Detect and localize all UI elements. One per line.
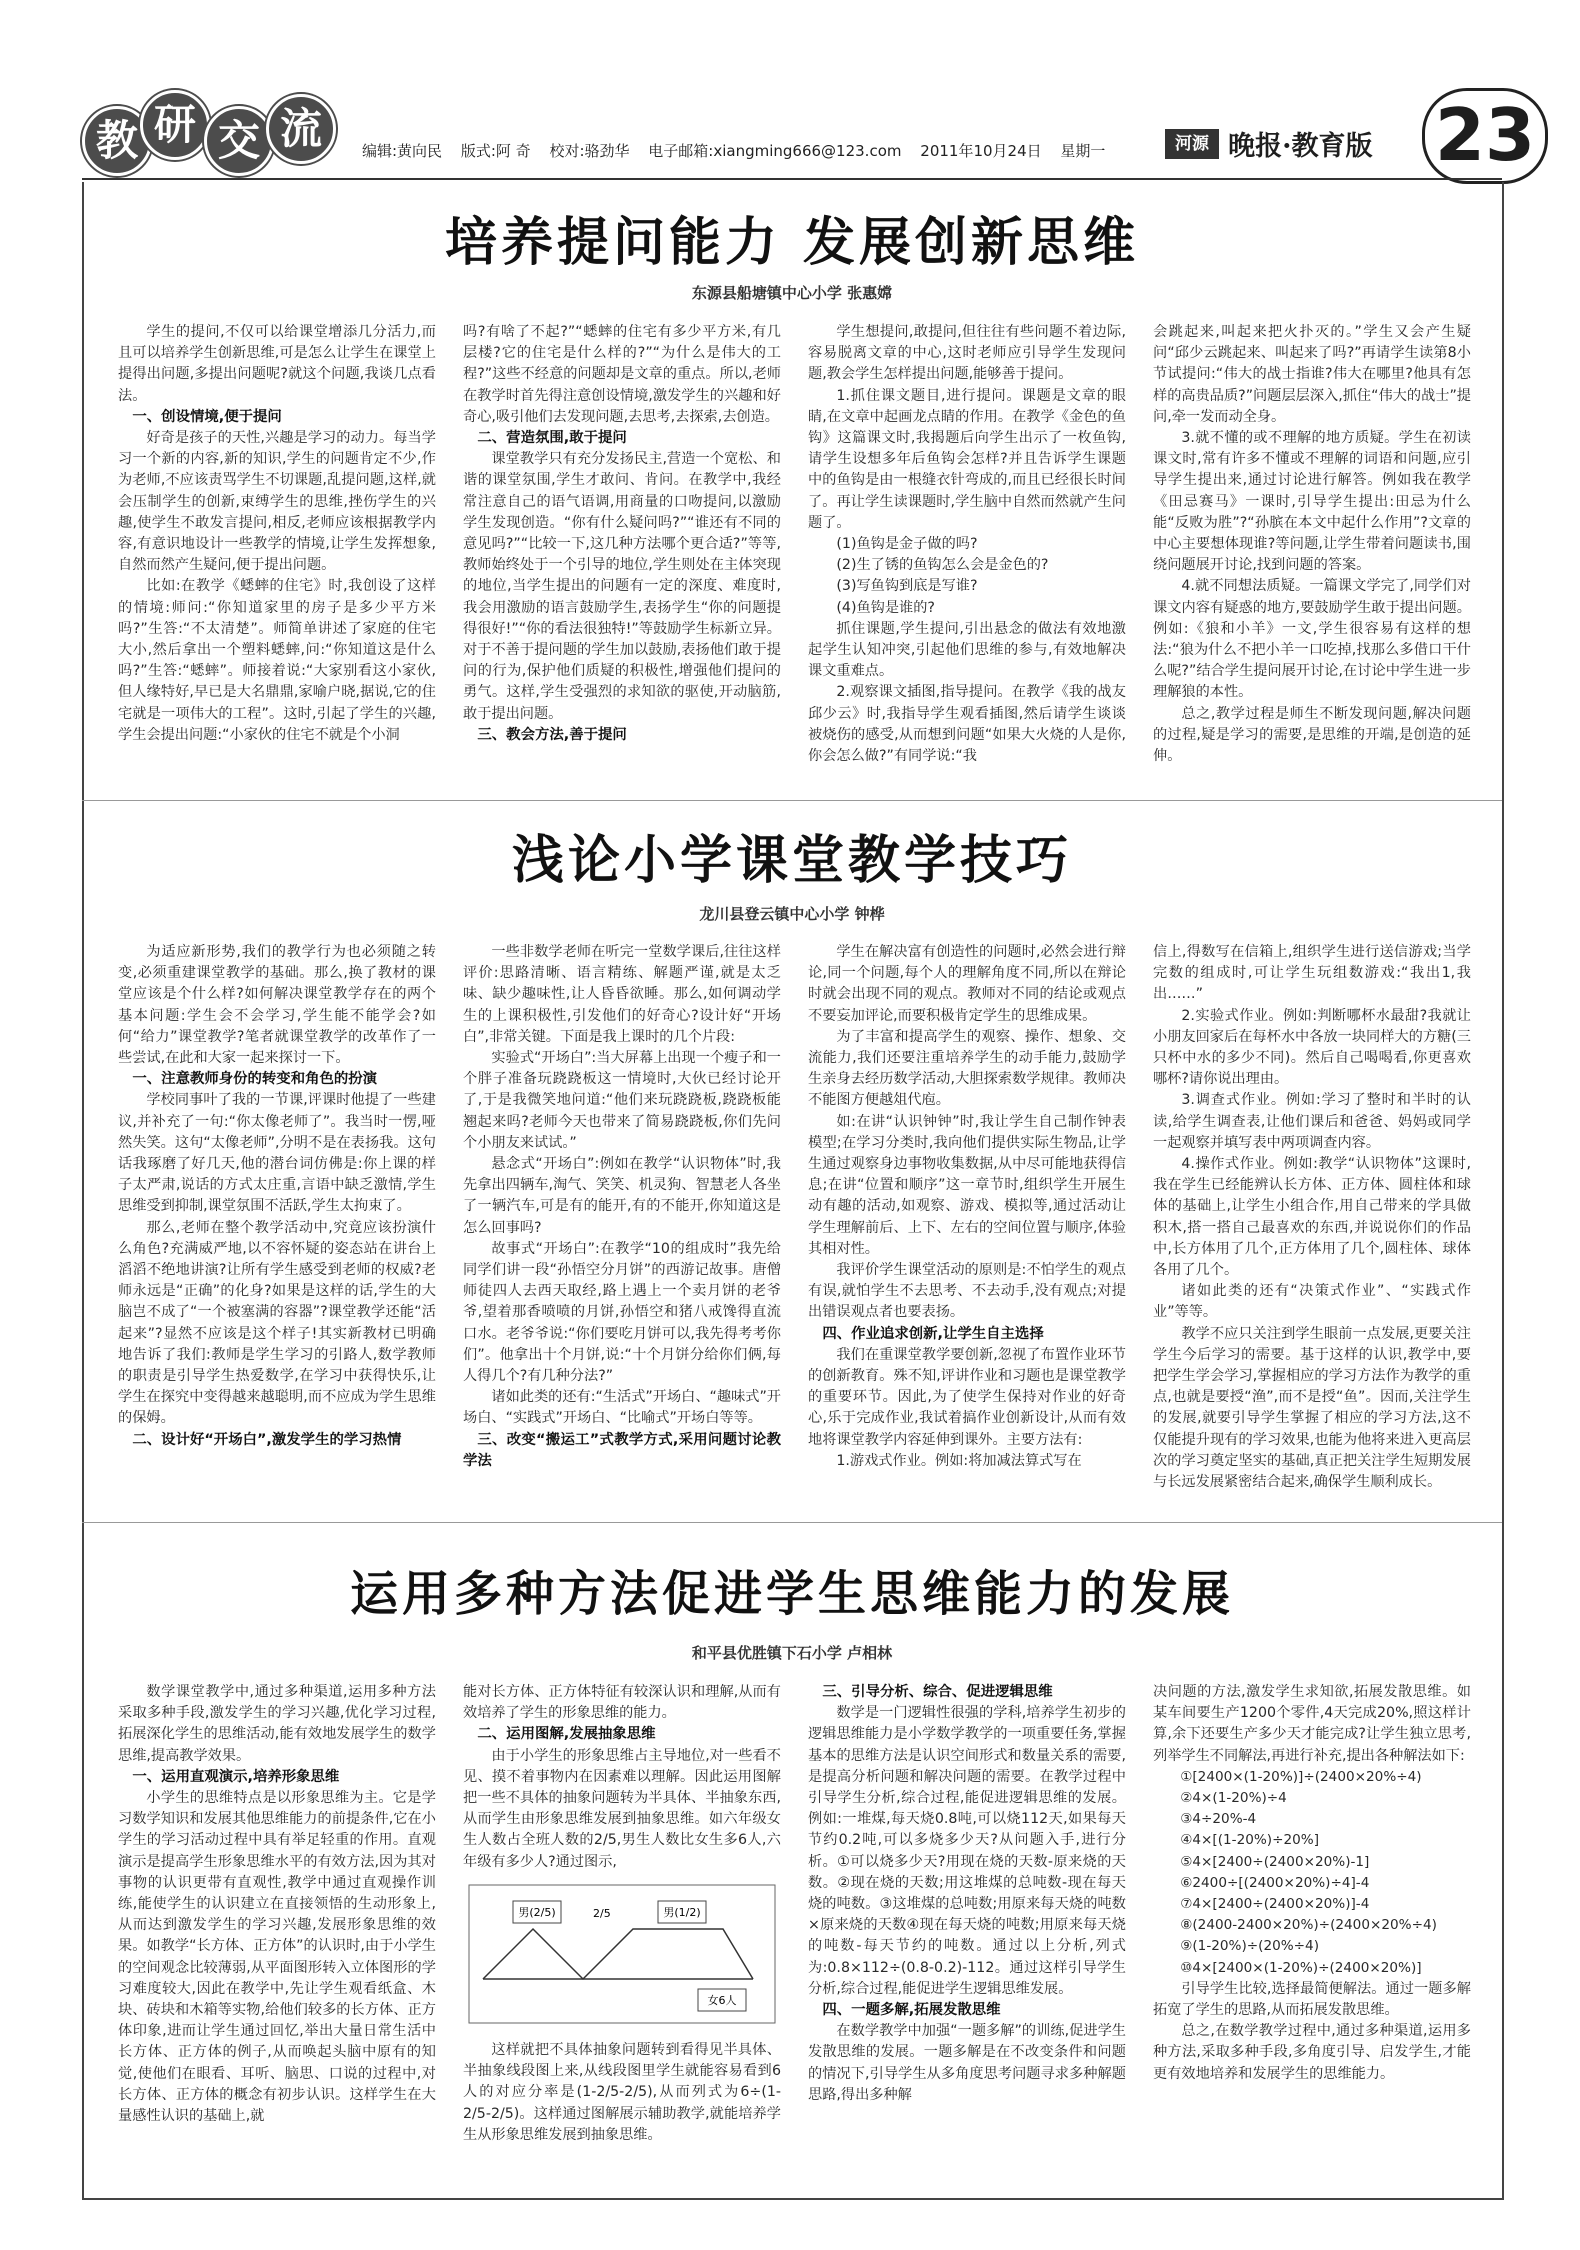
paragraph: 总之,在数学教学过程中,通过多种渠道,运用多种方法,采取多种手段,多角度引导、启发学生,才能更有效地培养和发展学生的思维能力。 (1153, 2023, 1471, 2082)
diagram-box-label: 女6人 (707, 1993, 737, 2007)
article-body (118, 1682, 1471, 2187)
formula-line: ④4×[(1-20%)÷20%] (1180, 1832, 1319, 1849)
formula-line: ⑤4×[2400÷(2400×20%)-1] (1180, 1853, 1370, 1870)
paragraph: 数学课堂教学中,通过多种渠道,运用多种方法采取多种手段,激发学生的学习兴趣,优化学习过程,拓展深化学生的思维活动,能有效地发展学生的数学思维,提高教学效果。 (118, 1684, 436, 1764)
segment-line (483, 1929, 753, 1979)
paragraph: 为适应新形势,我们的教学行为也必须随之转变,必须重建课堂教学的基础。那么,换了教材的课堂应该是个什么样?如何解决课堂教学存在的两个基本问题:学生会不会学习,学生能不能学会?如何“给力”课堂教学?笔者就课堂教学的改革作了一些尝试,在此和大家一起来探讨一下。 (118, 944, 436, 1067)
segment-diagram (463, 1879, 781, 2029)
masthead (82, 98, 392, 174)
paragraph: 悬念式“开场白”:例如在教学“认识物体”时,我先拿出四辆车,淘气、笑笑、机灵狗、智慧老人各坐了一辆汽车,可是有的能开,有的不能开,你知道这是怎么回事吗? (463, 1156, 781, 1236)
masthead-char: 流 (266, 94, 336, 164)
masthead-char: 交 (204, 106, 274, 176)
masthead-char: 研 (140, 90, 210, 160)
text-column (463, 322, 781, 792)
article-title: 培养提问能力 发展创新思维 (444, 212, 1140, 273)
brand (1165, 124, 1373, 164)
article-title: 运用多种方法促进学生思维能力的发展 (349, 1566, 1234, 1622)
paragraph: 实验式“开场白”:当大屏幕上出现一个瘦子和一个胖子准备玩跷跷板这一情境时,大伙已经讨论开了,于是我微笑地问道:“他们来玩跷跷板,跷跷板能翘起来吗?老师今天也带来了简易跷跷板,你们先问个小朋友来试试。” (463, 1050, 781, 1151)
newspaper-logo: 河源 (1165, 129, 1219, 159)
article-byline: 东源县船塘镇中心小学 张惠嫦 (691, 284, 893, 302)
text-column (808, 942, 1126, 1514)
paragraph: 抓住课题,学生提问,引出悬念的做法有效地激起学生认知冲突,引起他们思维的参与,有效地解决课文重难点。 (808, 620, 1126, 680)
section-heading: 一、运用直观演示,培养形象思维 (132, 1768, 340, 1785)
article-title: 浅论小学课堂教学技巧 (511, 830, 1072, 891)
article-body (118, 942, 1471, 1514)
section-heading: 四、一题多解,拓展发散思维 (822, 2002, 1001, 2019)
section-divider (82, 800, 1502, 801)
paragraph: 2.实验式作业。例如:判断哪杯水最甜?我就让小朋友回家后在每杯水中各放一块同样大的方糖(三只杯中水的多少不同)。然后自己喝喝看,你更喜欢哪杯?请你说出理由。 (1153, 1007, 1471, 1088)
editor: 编辑:黄向民 (362, 142, 443, 160)
section-heading: 二、营造氛围,敢于提问 (477, 430, 627, 447)
section-divider (82, 1522, 1502, 1523)
section-heading: 四、作业追求创新,让学生自主选择 (822, 1325, 1044, 1342)
paragraph: 教学不应只关注到学生眼前一点发展,更要关注学生今后学习的需要。基于这样的认识,教学中,要把学生学会学习,掌握相应的学习方法作为教学的重点,也就是要授“渔”,而不是授“鱼”。因而,关注学生的发展,就要引导学生掌握了相应的学习方法,这不仅能提升现有的学习效果,也能为他将来进入更高层次的学习奠定坚实的基础,真正把关注学生短期发展与长远发展紧密结合起来,确保学生顺利成长。 (1153, 1325, 1471, 1491)
paragraph: (4)鱼钩是谁的? (836, 599, 935, 616)
formula-line: ⑥2400÷[(2400×20%)÷4]-4 (1180, 1874, 1370, 1891)
text-column (118, 1682, 436, 2187)
section-heading: 三、教会方法,善于提问 (477, 726, 627, 743)
section-heading: 二、运用图解,发展抽象思维 (477, 1726, 656, 1743)
text-column (463, 1682, 781, 2187)
paragraph: 学生的提问,不仅可以给课堂增添几分活力,而且可以培养学生创新思维,可是怎么让学生在课堂上提得出问题,多提出问题呢?就这个问题,我谈几点看法。 (118, 324, 436, 404)
paragraph: 好奇是孩子的天性,兴趣是学习的动力。每当学习一个新的内容,新的知识,学生的问题肯定不少,作为老师,不应该责骂学生不切课题,乱提问题,这样,就会压制学生的创新,束缚学生的思维,挫伤学生的兴趣,使学生不敢发言提问,相反,老师应该根据教学内容,有意识地设计一些教学的情境,让学生发挥想象,自然而然产生疑问,便于提出问题。 (118, 430, 436, 574)
text-column (118, 322, 436, 792)
article-body (118, 322, 1471, 792)
formula-line: ⑨(1-20%)÷(20%÷4) (1180, 1938, 1319, 1955)
text-column (808, 322, 1126, 792)
section-heading: 二、设计好“开场白”,激发学生的学习热情 (132, 1431, 402, 1448)
section-heading: 三、引导分析、综合、促进逻辑思维 (822, 1684, 1053, 1700)
fraction-label: 2/5 (593, 1906, 611, 1920)
paragraph: 信上,得数写在信箱上,组织学生进行送信游戏;当学完数的组成时,可让学生玩组数游戏:“我出1,我出……” (1153, 944, 1471, 1003)
text-column (1153, 942, 1471, 1514)
paragraph: 为了丰富和提高学生的观察、操作、想象、交流能力,我们还要注重培养学生的动手能力,鼓励学生亲身去经历数学活动,大胆探索数学规律。教师决不能图方便越俎代庖。 (808, 1028, 1126, 1109)
paragraph: 比如:在教学《蟋蟀的住宅》时,我创设了这样的情境:师问:“你知道家里的房子是多少平方米吗?”生答:“不太清楚”。师简单讲述了家庭的住宅大小,然后拿出一个塑料蟋蟀,问:“你知道这是什么吗?”生答:“蟋蟀”。师接着说:“大家别看这小家伙,但人缘特好,早已是大名鼎鼎,家喻户晓,据说,它的住宅就是一项伟大的工程”。这时,引起了学生的兴趣,学生会提出问题:“小家伙的住宅不就是个小洞 (118, 578, 436, 743)
header-info (362, 140, 1119, 161)
paragraph: 一些非数学老师在听完一堂数学课后,往往这样评价:思路清晰、语言精练、解题严谨,就是太乏味、缺少趣味性,让人昏昏欲睡。那么,如何调动学生的上课积极性,引发他们的好奇心?设计好“开场白”,非常关键。下面是我上课时的几个片段: (463, 944, 781, 1045)
paragraph: (1)鱼钩是金子做的吗? (836, 536, 978, 553)
paragraph: 4.操作式作业。例如:教学“认识物体”这课时,我在学生已经能辨认长方体、正方体、圆柱体和球体的基础上,让学生小组合作,用自己带来的学具做积木,搭一搭自己最喜欢的东西,并说说你们的作品中,长方体用了几个,正方体用了几个,圆柱体、球体各用了几个。 (1153, 1156, 1471, 1279)
paragraph: 诸如此类的还有“决策式作业”、“实践式作业”等等。 (1153, 1283, 1471, 1321)
page-header (70, 88, 1536, 184)
text-column (463, 942, 781, 1514)
paragraph: 学校同事叶了我的一节课,评课时他提了一些建议,并补充了一句:“你太像老师了”。我当时一愣,哑然失笑。这句“太像老师”,分明不是在表扬我。这句话我琢磨了好几天,他的潜台词仿佛是:你上课的样子太严肃,说话的方式太庄重,言语中缺乏激情,学生思维受到抑制,课堂氛围不活跃,学生太拘束了。 (118, 1092, 436, 1215)
paragraph: 总之,教学过程是师生不断发现问题,解决问题的过程,疑是学习的需要,是思维的开端,是创造的延伸。 (1153, 705, 1471, 765)
paragraph: 我们在重课堂教学要创新,忽视了布置作业环节的创新教育。殊不知,评讲作业和习题也是课堂教学的重要环节。因此,为了使学生保持对作业的好奇心,乐于完成作业,我试着搞作业创新设计,从而有效地将课堂教学内容延伸到课外。主要方法有: (808, 1346, 1126, 1448)
paragraph: 故事式“开场白”:在教学“10的组成时”我先给同学们讲一段“孙悟空分月饼”的西游记故事。唐僧师徒四人去西天取经,路上遇上一个卖月饼的老爷爷,望着那香喷喷的月饼,孙悟空和猪八戒馋得直流口水。老爷爷说:“你们要吃月饼可以,我先得考考你们”。他拿出十个月饼,说:“十个月饼分给你们俩,每人得几个?有几种分法?” (463, 1240, 781, 1385)
formula-line: ①[2400×(1-20%)]÷(2400×20%÷4) (1180, 1768, 1422, 1785)
paragraph: 这样就把不具体抽象问题转到看得见半具体、半抽象线段图上来,从线段图里学生就能容易看到6人的对应分率是(1-2/5-2/5),从而列式为6÷(1-2/5-2/5)。这样通过图解展示辅助教学,就能培养学生从形象思维发展到抽象思维。 (463, 2042, 781, 2143)
paragraph: (2)生了锈的鱼钩怎么会是金色的? (836, 557, 1049, 574)
paragraph: 我评价学生课堂活动的原则是:不怕学生的观点有误,就怕学生不去思考、不去动手,没有观点;对提出错误观点者也要表扬。 (808, 1262, 1126, 1321)
paragraph: 3.调查式作业。例如:学习了整时和半时的认读,给学生调查表,让他们课后和爸爸、妈妈或同学一起观察并填写表中两项调查内容。 (1153, 1092, 1471, 1151)
formula-line: ③4÷20%-4 (1180, 1811, 1257, 1828)
paragraph: 在数学教学中加强“一题多解”的训练,促进学生发散思维的发展。一题多解是在不改变条件和问题的情况下,引导学生从多角度思考问题寻求多种解题思路,得出多种解 (808, 2023, 1126, 2103)
paragraph: 2.观察课文插图,指导提问。在教学《我的战友邱少云》时,我指导学生观看插图,然后请学生谈谈被烧伤的感受,从而想到问题“如果大火烧的人是你,你会怎么做?”有同学说:“我 (808, 684, 1126, 765)
paragraph: 如:在讲“认识钟钟”时,我让学生自己制作钟表模型;在学习分类时,我向他们提供实际生物品,让学生通过观察身边事物收集数据,从中尽可能地获得信息;在讲“位置和顺序”这一章节时,组织学生开展生动有趣的活动,如观察、游戏、模拟等,通过活动让学生理解前后、上下、左右的空间位置与顺序,体验其相对性。 (808, 1113, 1126, 1257)
text-column (118, 942, 436, 1514)
paragraph: (3)写鱼钩到底是写谁? (836, 578, 978, 595)
paragraph: 那么,老师在整个教学活动中,究竟应该扮演什么角色?充满威严地,以不容怀疑的姿态站在讲台上滔滔不绝地讲演?让所有学生感受到老师的权威?老师永远是“正确”的化身?如果是这样的话,学生的大脑岂不成了“一个被塞满的容器”?课堂教学还能“活起来”?显然不应该是这个样子!其实新教材已明确地告诉了我们:教师是学生学习的引路人,数学教师的职责是引导学生热爱数学,在学习中获得快乐,让学生在探究中变得越来越聪明,而不应成为学生思维的保姆。 (118, 1219, 436, 1427)
paragraph: 会跳起来,叫起来把火扑灭的。”学生又会产生疑问“邱少云跳起来、叫起来了吗?”再请学生读第8小节试提问:“伟大的战士指谁?伟大在哪里?他具有怎样的高贵品质?”问题层层深入,抓住“伟大的战士”提问,牵一发而动全身。 (1153, 324, 1471, 425)
section-heading: 三、改变“搬运工”式教学方式,采用问题讨论教学法 (463, 1431, 781, 1469)
paragraph: 引导学生比较,选择最简便解法。通过一题多解拓宽了学生的思路,从而拓展发散思维。 (1153, 1980, 1471, 2019)
article-byline: 和平县优胜镇下石小学 卢相林 (691, 1644, 893, 1662)
formula-line: ⑩4×[2400×(1-20%)÷(2400×20%)] (1180, 1959, 1422, 1976)
paragraph: 3.就不懂的或不理解的地方质疑。学生在初读课文时,常有许多不懂或不理解的词语和问题,应引导学生提出来,通过讨论进行解答。例如我在教学《田忌赛马》一课时,引导学生提出:田忌为什么能“反败为胜”?“孙膑在本文中起什么作用”?文章的中心主要想体现谁?等问题,让学生带着问题读书,围绕问题展开讨论,找到问题的答案。 (1153, 430, 1471, 574)
text-column (808, 1682, 1126, 2187)
date: 2011年10月24日 (920, 142, 1042, 160)
masthead-char: 教 (82, 106, 152, 176)
paragraph: 由于小学生的形象思维占主导地位,对一些看不见、摸不着事物内在因素难以理解。因此运用图解把一些不具体的抽象问题转为半具体、半抽象东西,从而学生由形象思维发展到抽象思维。如六年级女生人数占全班人数的2/5,男生人数比女生多6人,六年级有多少人?通过图示, (463, 1747, 781, 1870)
paragraph: 学生想提问,敢提问,但往往有些问题不着边际,容易脱离文章的中心,这时老师应引导学生发现问题,教会学生怎样提出问题,能够善于提问。 (808, 324, 1126, 383)
paragraph: 4.就不同想法质疑。一篇课文学完了,同学们对课文内容有疑惑的地方,要鼓励学生敢于提出问题。例如:《狼和小羊》一文,学生很容易有这样的想法:“狼为什么不把小羊一口吃掉,找那么多借口干什么呢?”结合学生提问展开讨论,在讨论中学生进一步理解狼的本性。 (1153, 578, 1471, 701)
paragraph: 学生在解决富有创造性的问题时,必然会进行辩论,同一个问题,每个人的理解角度不同,所以在辩论时就会出现不同的观点。教师对不同的结论或观点不要妄加评论,而要积极肯定学生的思维成果。 (808, 944, 1126, 1024)
page-number: 23 (1422, 88, 1548, 184)
formula-line: ⑦4×[2400÷(2400×20%)]-4 (1180, 1896, 1370, 1913)
diagram-box-label: 男(1/2) (663, 1905, 701, 1919)
proofreader: 校对:骆劲华 (549, 142, 630, 160)
layout-editor: 版式:阿 奇 (460, 142, 531, 160)
weekday: 星期一 (1060, 142, 1106, 160)
diagram-box-label: 男(2/5) (518, 1905, 556, 1919)
formula-line: ②4×(1-20%)÷4 (1180, 1790, 1287, 1807)
paragraph: 小学生的思维特点是以形象思维为主。它是学习数学知识和发展其他思维能力的前提条件,它在小学生的学习活动过程中具有举足轻重的作用。直观演示是提高学生形象思维水平的有效方法,因为其对事物的认识更带有直观性,教学中通过直观操作训练,能使学生的认识建立在直接领悟的生动形象上,从而达到激发学生的学习兴趣,发展形象思维的效果。如教学“长方体、正方体”的认识时,由于小学生的空间观念比较薄弱,从平面图形转入立体图形的学习难度较大,因此在教学中,先让学生观看纸盒、木块、砖块和木箱等实物,给他们较多的长方体、正方体印象,进而让学生通过回忆,举出大量日常生活中长方体、正方体的例子,从而唤起头脑中原有的知觉,使他们在眼看、耳听、脑思、口说的过程中,对长方体、正方体的概念有初步认识。这样学生在大量感性认识的基础上,就 (118, 1790, 436, 2125)
paragraph: 1.游戏式作业。例如:将加减法算式写在 (836, 1452, 1082, 1469)
text-column (1153, 1682, 1471, 2187)
paragraph: 吗?有啥了不起?”“蟋蟀的住宅有多少平方米,有几层楼?它的住宅是什么样的?”“为什么是伟大的工程?”这些不经意的问题却是文章的重点。所以,老师在教学时首先得注意创设情境,激发学生的兴趣和好奇心,吸引他们去发现问题,去思考,去探索,去创造。 (463, 324, 781, 425)
header-rule (82, 178, 1502, 180)
email: 电子邮箱:xiangming666@123.com (648, 142, 902, 160)
section-heading: 一、创设情境,便于提问 (132, 408, 282, 425)
paragraph: 能对长方体、正方体特征有较深认识和理解,从而有效培养了学生的形象思维的能力。 (463, 1684, 781, 1722)
paragraph: 数学是一门逻辑性很强的学科,培养学生初步的逻辑思维能力是小学数学教学的一项重要任务,掌握基本的思维方法是认识空间形式和数量关系的需要,是提高分析问题和解决问题的需要。在教学过程中引导学生分析,综合过程,能促进逻辑思维的发展。例如:一堆煤,每天烧0.8吨,可以烧112天,如果每天节约0.2吨,可以多烧多少天?从问题入手,进行分析。①可以烧多少天?用现在烧的天数-原来烧的天数。②现在烧的天数;用这堆煤的总吨数-现在每天烧的吨数。③这堆煤的总吨数;用原来每天烧的吨数×原来烧的天数④现在每天烧的吨数;用原来每天烧的吨数-每天节约的吨数。通过以上分析,列式为:0.8×112÷(0.8-0.2)-112。通过这样引导学生分析,综合过程,能促进学生逻辑思维发展。 (808, 1705, 1126, 1997)
section-heading: 一、注意教师身份的转变和角色的扮演 (132, 1071, 378, 1088)
paragraph: 诸如此类的还有:“生活式”开场白、“趣味式”开场白、“实践式”开场白、“比喻式”开场白等等。 (463, 1389, 781, 1427)
paragraph: 1.抓住课文题目,进行提问。课题是文章的眼睛,在文章中起画龙点睛的作用。在教学《金色的鱼钩》这篇课文时,我揭题后向学生出示了一枚鱼钩,请学生设想多年后鱼钩会怎样?并且告诉学生课题中的鱼钩是由一根缝衣针弯成的,而且已经很长时间了。再让学生读课题时,学生脑中自然而然就产生问题了。 (808, 387, 1126, 531)
brand-title: 晚报·教育版 (1228, 131, 1373, 162)
paragraph: 决问题的方法,激发学生求知欲,拓展发散思维。如某车间要生产1200个零件,4天完成20%,照这样计算,余下还要生产多少天才能完成?让学生独立思考,列举学生不同解法,再进行补充,提出各种解法如下: (1153, 1684, 1471, 1764)
paragraph: 课堂教学只有充分发扬民主,营造一个宽松、和谐的课堂氛围,学生才敢问、肯问。在教学中,我经常注意自己的语气语调,用商量的口吻提问,以激励学生发现创造。“你有什么疑问吗?”“谁还有不同的意见吗?”“比较一下,这几种方法哪个更合适?”等等,教师始终处于一个引导的地位,学生则处在主体突现的地位,当学生提出的问题有一定的深度、难度时,我会用激励的语言鼓励学生,表扬学生“你的问题提得很好!”“你的看法很独特!”等鼓励学生标新立异。对于不善于提问题的学生加以鼓励,表扬他们敢于提问的行为,保护他们质疑的积极性,增强他们提问的勇气。这样,学生受强烈的求知欲的驱使,开动脑筋,敢于提出问题。 (463, 451, 781, 722)
article-byline: 龙川县登云镇中心小学 钟桦 (699, 905, 885, 923)
formula-line: ⑧(2400-2400×20%)÷(2400×20%÷4) (1180, 1917, 1437, 1934)
text-column (1153, 322, 1471, 792)
